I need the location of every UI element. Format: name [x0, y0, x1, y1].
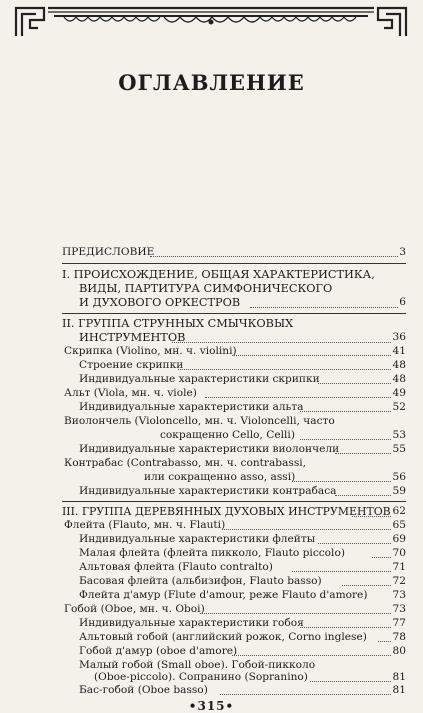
page-number: 80 [392, 645, 406, 657]
page-number: 73 [392, 589, 406, 601]
page-number: 81 [392, 684, 406, 696]
toc-entry: Скрипка (Violino, мн. ч. violini) [64, 345, 237, 357]
page-number: 48 [392, 359, 406, 371]
page-number: 65 [392, 519, 406, 531]
page-number: 62 [392, 505, 406, 517]
dot-leader [178, 369, 391, 370]
page-number: 73 [392, 603, 406, 615]
dot-leader [232, 355, 391, 356]
section-divider [62, 501, 406, 502]
page-number: 77 [392, 617, 406, 629]
page-number: 6 [399, 296, 406, 308]
dot-leader [222, 529, 391, 530]
page-number: 53 [392, 429, 406, 441]
toc-entry: Индивидуальные характеристики контрабаса [79, 485, 337, 497]
section-3-title: III. ГРУППА ДЕРЕВЯННЫХ ДУХОВЫХ ИНСТРУМЕНТОВ [62, 505, 391, 518]
toc-entry: Флейта (Flauto, мн. ч. Flauti) [64, 519, 226, 531]
page-number: 78 [392, 631, 406, 643]
toc-entry: Басовая флейта (альбизифон, Flauto basso) [79, 575, 322, 587]
toc-entry: Флейта д'амур (Flute d'amour, реже Flauto d'amore) [79, 589, 368, 601]
page-number: 71 [392, 561, 406, 573]
toc-entry: Индивидуальные характеристики скрипки [79, 373, 320, 385]
page-number: 70 [392, 547, 406, 559]
dot-leader [220, 694, 391, 695]
toc-entry: Контрабас (Contrabasso, мн. ч. contrabassi, [64, 457, 307, 469]
section-divider [62, 313, 406, 314]
toc-entry: Гобой (Oboe, мн. ч. Oboi) [64, 603, 205, 615]
page-number: 3 [399, 246, 406, 258]
toc-entry: Альтовый гобой (английский рожок, Corno inglese) [79, 631, 367, 643]
dot-leader [205, 397, 391, 398]
toc-entry: Малая флейта (флейта пикколо, Flauto piccolo) [79, 547, 345, 559]
toc-entry: Строение скрипки [79, 359, 184, 371]
toc-entry: Виолончель (Violoncello, мн. ч. Violoncelli, часто [64, 415, 335, 427]
dot-leader [150, 256, 398, 257]
toc-entry-continued: или сокращенно asso, assi) [144, 471, 296, 483]
page-number: 41 [392, 345, 406, 357]
toc-entry: Индивидуальные характеристики гобоя [79, 617, 304, 629]
toc-entry: Индивидуальные характеристики альта [79, 401, 304, 413]
page-number: 69 [392, 533, 406, 545]
page-title: ОГЛАВЛЕНИЕ [118, 70, 305, 95]
section-1-title-line-2: ВИДЫ, ПАРТИТУРА СИМФОНИЧЕСКОГО [79, 282, 333, 295]
page-number: 55 [392, 443, 406, 455]
toc-entry-continued: сокращенно Cello, Celli) [160, 429, 295, 441]
page-number: 49 [392, 387, 406, 399]
section-1-title-line-3: И ДУХОВОГО ОРКЕСТРОВ [79, 296, 241, 309]
page-number: 56 [392, 471, 406, 483]
toc-entry: Индивидуальные характеристики виолончели [79, 443, 340, 455]
toc-entry: Альт (Viola, мн. ч. viole) [64, 387, 197, 399]
section-1-title-line-1: I. ПРОИСХОЖДЕНИЕ, ОБЩАЯ ХАРАКТЕРИСТИКА, [62, 268, 375, 281]
page-number: 59 [392, 485, 406, 497]
section-2-title-line-1: II. ГРУППА СТРУННЫХ СМЫЧКОВЫХ [62, 317, 294, 330]
dot-leader [232, 655, 391, 656]
page-number: 36 [392, 331, 406, 343]
dot-leader [200, 613, 391, 614]
page-folio: •315• [188, 699, 235, 713]
toc-entry-continued: (Oboe-piccolo). Сопранино (Sopranino) [94, 671, 308, 683]
page-number: 72 [392, 575, 406, 587]
section-divider [62, 263, 406, 264]
dot-leader [172, 342, 391, 343]
section-2-title-line-2: ИНСТРУМЕНТОВ [79, 331, 186, 344]
toc-entry: Бас-гобой (Oboe basso) [79, 684, 208, 696]
page-number: 81 [392, 671, 406, 683]
page-number: 48 [392, 373, 406, 385]
toc-entry: Гобой д'амур (oboe d'amore) [79, 645, 238, 657]
page-number: 52 [392, 401, 406, 413]
toc-entry: Малый гобой (Small oboe). Гобой-пикколо [79, 659, 316, 671]
toc-entry: Индивидуальные характеристики флейты [79, 533, 316, 545]
toc-entry: Альтовая флейта (Flauto contralto) [79, 561, 273, 573]
toc-entry-preface: ПРЕДИСЛОВИЕ [62, 246, 155, 258]
